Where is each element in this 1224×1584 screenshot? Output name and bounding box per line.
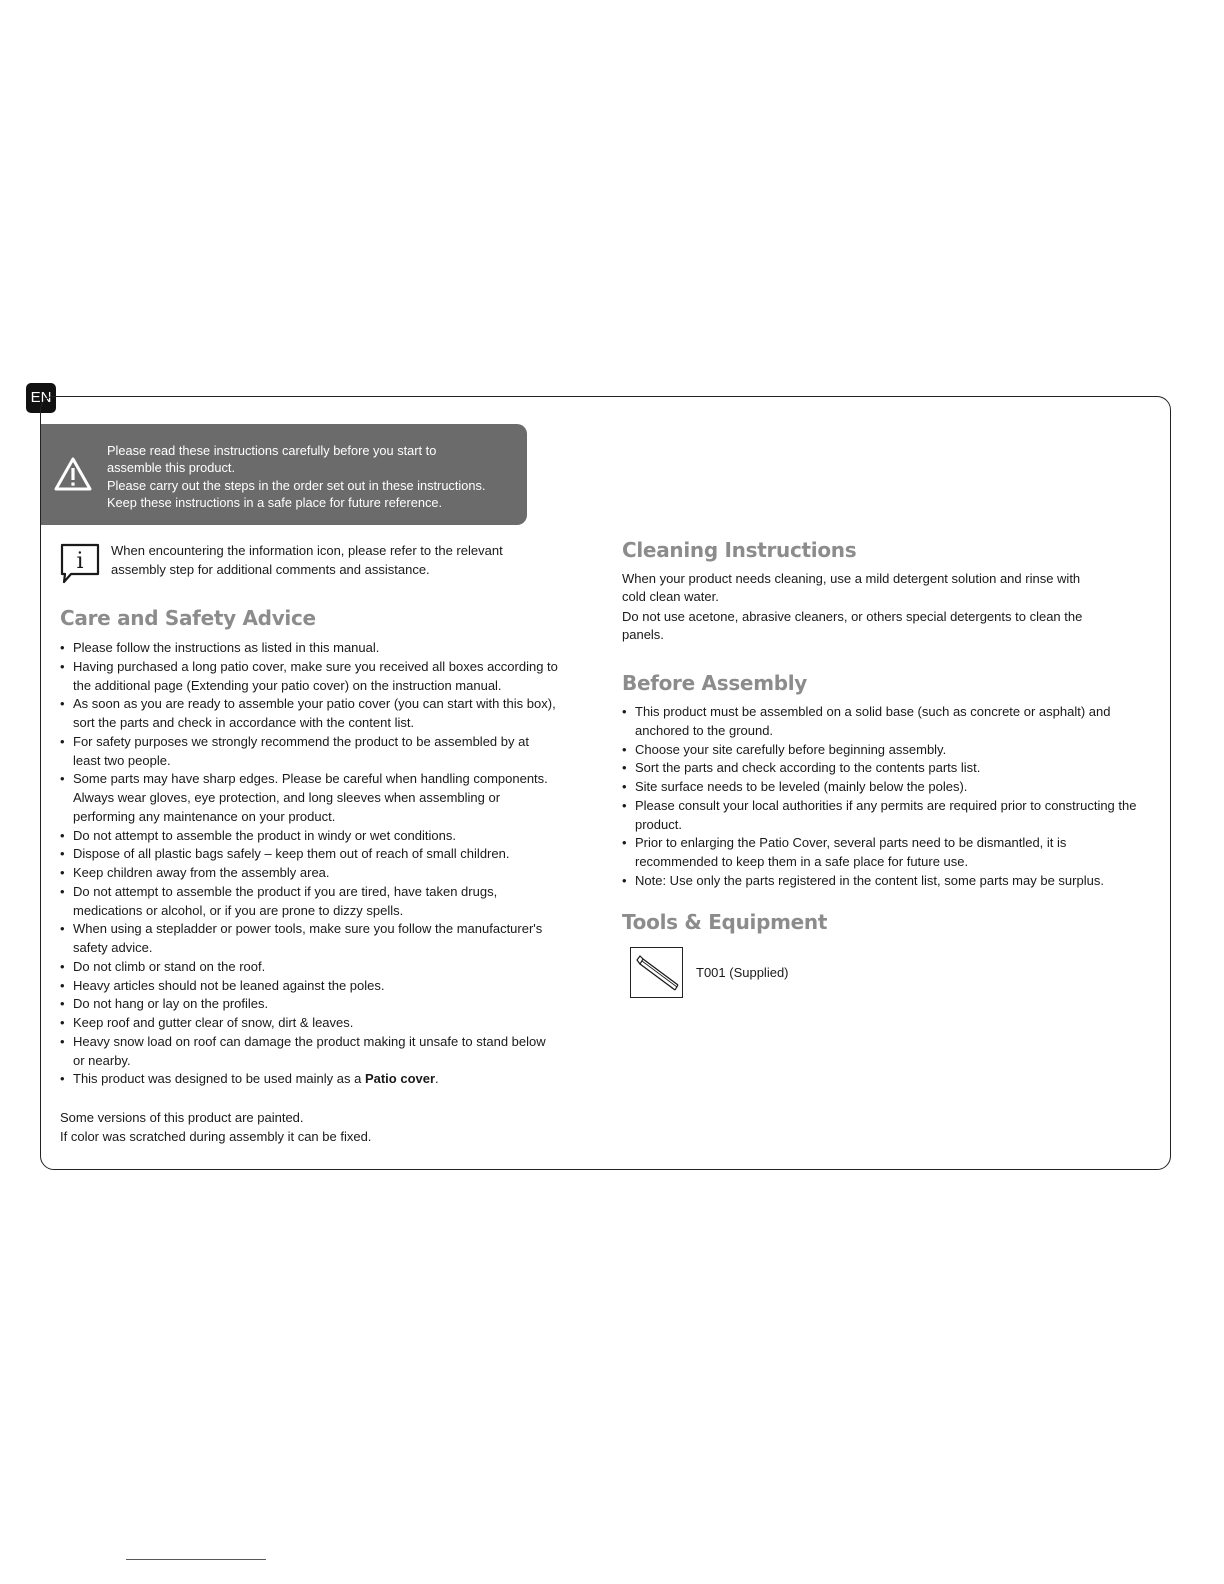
tool-label: T001 (Supplied) (696, 965, 789, 980)
warning-line: Please read these instructions carefully before you start to (107, 443, 437, 458)
tools-heading: Tools & Equipment (622, 910, 828, 934)
list-item (60, 1070, 560, 1089)
list-item: • Do not attempt to assemble the product in windy or wet conditions. (60, 827, 560, 846)
list-item: • This product must be assembled on a solid base (such as concrete or asphalt) and anchored to the ground. (622, 703, 1147, 741)
warning-icon (53, 456, 93, 492)
list-item: • Choose your site carefully before beginning assembly. (622, 741, 1147, 760)
before-assembly-list (622, 703, 1147, 891)
paint-note-line: Some versions of this product are painted. (60, 1110, 304, 1125)
list-item: • Please follow the instructions as listed in this manual. (60, 639, 560, 658)
list-item: • Do not climb or stand on the roof. (60, 958, 560, 977)
list-item: • Do not hang or lay on the profiles. (60, 995, 560, 1014)
information-icon (58, 541, 102, 585)
warning-line: assemble this product. (107, 460, 236, 476)
list-item: • Having purchased a long patio cover, make sure you received all boxes according to the additional page (Extending your patio cover) on the instruction manual. (60, 658, 560, 696)
list-item: • Site surface needs to be leveled (mainly below the poles). (622, 778, 1147, 797)
list-item: • Keep children away from the assembly area. (60, 864, 560, 883)
warning-text (107, 442, 517, 511)
info-note (58, 541, 548, 587)
list-item: • Prior to enlarging the Patio Cover, several parts need to be dismantled, it is recommended to keep them in a safe place for future use. (622, 834, 1147, 872)
last-item-prefix: This product was designed to be used mainly as a (73, 1071, 365, 1087)
list-item: • Do not attempt to assemble the product if you are tired, have taken drugs, medications or alcohol, or if you are prone to dizzy spells. (60, 883, 560, 921)
paint-note-line: If color was scratched during assembly it can be fixed. (60, 1129, 372, 1144)
svg-text:i: i (76, 549, 84, 574)
list-item: • For safety purposes we strongly recommend the product to be assembled by at least two people. (60, 733, 560, 771)
allen-key-icon (631, 948, 682, 997)
list-item: • Please consult your local authorities if any permits are required prior to constructing the product. (622, 797, 1147, 835)
before-assembly-heading: Before Assembly (622, 671, 808, 695)
warning-banner (41, 424, 527, 525)
warning-line: Please carry out the steps in the order set out in these instructions. (107, 477, 486, 493)
list-item: • Heavy snow load on roof can damage the product making it unsafe to stand below or nearby. (60, 1033, 560, 1071)
cleaning-paragraph: When your product needs cleaning, use a mild detergent solution and rinse with cold clean water. (622, 571, 1081, 604)
list-item: • Heavy articles should not be leaned against the poles. (60, 977, 560, 996)
info-text: When encountering the information icon, please refer to the relevant assembly step for additional comments and assistance. (111, 543, 503, 577)
list-item: • When using a stepladder or power tools, make sure you follow the manufacturer's safety advice. (60, 920, 560, 958)
warning-line: Keep these instructions in a safe place for future reference. (107, 494, 443, 510)
list-item: • Keep roof and gutter clear of snow, dirt & leaves. (60, 1014, 560, 1033)
care-safety-list (60, 639, 560, 1089)
list-item: • Sort the parts and check according to the contents parts list. (622, 759, 1147, 778)
list-item: • As soon as you are ready to assemble your patio cover (you can start with this box), sort the parts and check in accordance with the content list. (60, 695, 560, 733)
paint-note (60, 1108, 560, 1146)
product-type-emphasis: Patio cover (364, 1071, 436, 1087)
list-item: • Dispose of all plastic bags safely – keep them out of reach of small children. (60, 845, 560, 864)
cleaning-heading: Cleaning Instructions (622, 538, 857, 562)
language-tab: EN (26, 383, 56, 413)
care-safety-heading: Care and Safety Advice (60, 606, 316, 630)
last-item-suffix: . (435, 1071, 439, 1087)
list-item: • Some parts may have sharp edges. Please be careful when handling components. Always wear gloves, eye protection, and long sleeves when assembling or performing any maintenance on your product. (60, 770, 560, 826)
footer-link-underline (126, 1559, 266, 1560)
tool-t001 (630, 947, 683, 998)
cleaning-paragraph: Do not use acetone, abrasive cleaners, or others special detergents to clean the panels. (622, 609, 1083, 642)
list-item: • Note: Use only the parts registered in the content list, some parts may be surplus. (622, 872, 1147, 891)
